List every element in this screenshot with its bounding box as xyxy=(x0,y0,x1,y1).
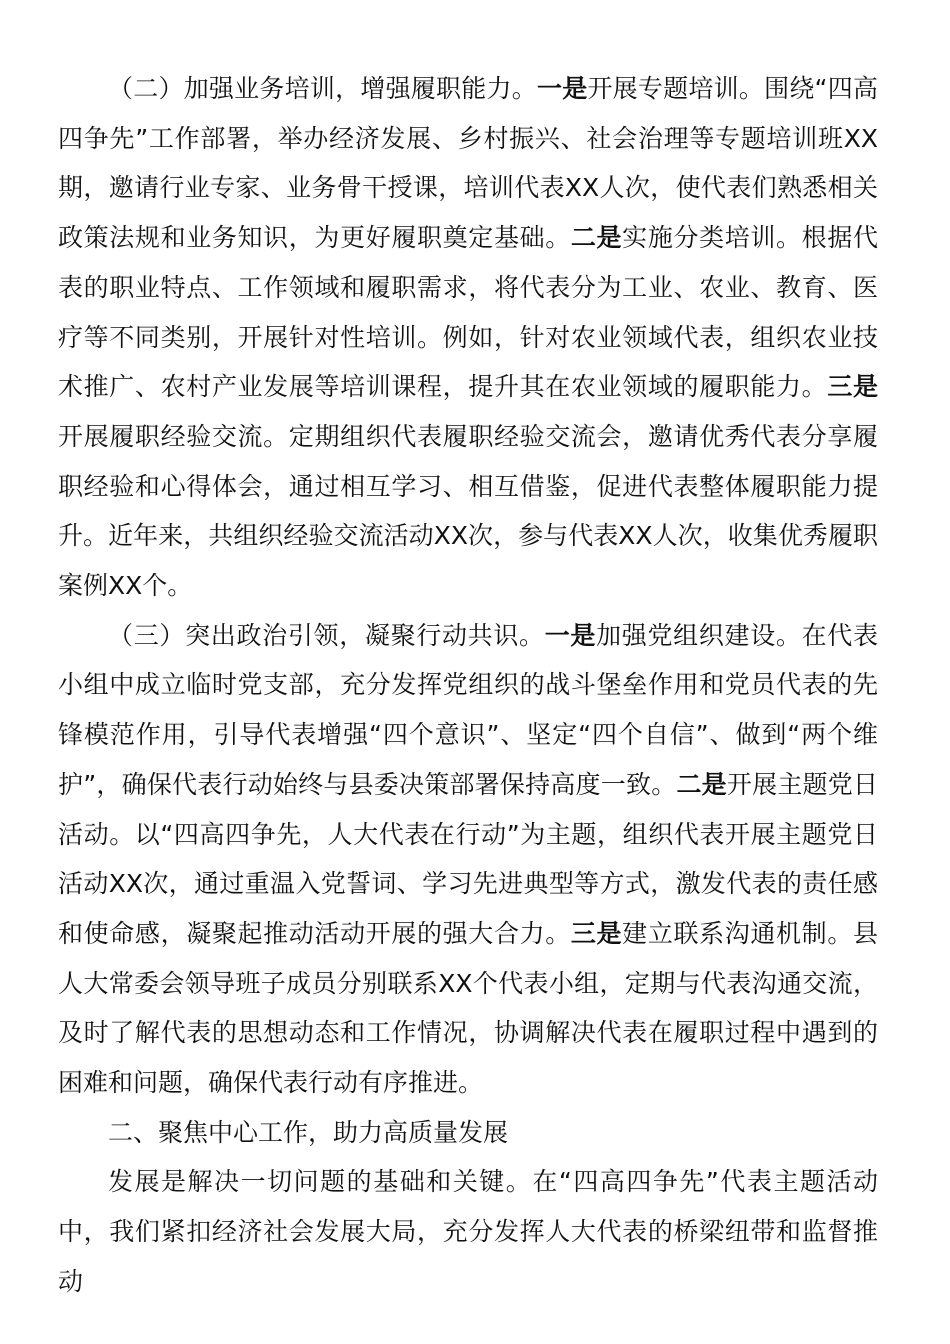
document-page xyxy=(58,64,878,1307)
paragraph-political-guidance xyxy=(58,611,878,1108)
text-run: 建立联系沟通机制。县人大常委会领导班子成员分别联系XX个代表小组，定期与代表沟通交流，及时了解代表的思想动态和工作情况，协调解决代表在履职过程中遇到的困难和问题，确保代表行动有序推进。 xyxy=(58,918,878,1098)
text-run: 开展履职经验交流。定期组织代表履职经验交流会，邀请优秀代表分享履职经验和心得体会，通过相互学习、相互借鉴，促进代表整体履职能力提升。近年来，共组织经验交流活动XX次，参与代表XX人次，收集优秀履职案例XX个。 xyxy=(58,421,878,601)
bold-marker: 二是 xyxy=(676,769,727,799)
text-run: （三）突出政治引领，凝聚行动共识。 xyxy=(108,620,545,650)
text-run: 开展专题培训。围绕“四高四争先”工作部署，举办经济发展、乡村振兴、社会治理等专题培训班XX期，邀请行业专家、业务骨干授课，培训代表XX人次，使代表们熟悉相关政策法规和业务知识，为更好履职奠定基础。 xyxy=(58,74,878,253)
bold-marker: 一是 xyxy=(544,620,597,650)
text-run: 加强党组织建设。在代表小组中成立临时党支部，充分发挥党组织的战斗堡垒作用和党员代表的先锋模范作用，引导代表增强“四个意识”、坚定“四个自信”、做到“两个维护”，确保代表行动始终与县委决策部署保持高度一致。 xyxy=(58,620,878,799)
text-run: 实施分类培训。根据代表的职业特点、工作领域和履职需求，将代表分为工业、农业、教育、医疗等不同类别，开展针对性培训。例如，针对农业领域代表，组织农业技术推广、农村产业发展等培训课程，提升其在农业领域的履职能力。 xyxy=(58,223,878,402)
paragraph-development: 发展是解决一切问题的基础和关键。在“四高四争先”代表主题活动中，我们紧扣经济社会发展大局，充分发挥人大代表的桥梁纽带和监督推动 xyxy=(58,1167,878,1296)
text-run: （二）加强业务培训，增强履职能力。 xyxy=(108,74,537,103)
section-heading: 二、聚焦中心工作，助力高质量发展 xyxy=(108,1117,509,1147)
text-run: 开展主题党日活动。以“四高四争先，人大代表在行动”为主题，组织代表开展主题党日活动XX次，通过重温入党誓词、学习先进典型等方式，激发代表的责任感和使命感，凝聚起推动活动开展的强大合力。 xyxy=(58,769,878,948)
bold-marker: 三是 xyxy=(827,372,878,402)
bold-marker: 三是 xyxy=(570,918,623,948)
paragraph-training xyxy=(58,64,878,611)
bold-marker: 一是 xyxy=(536,74,588,103)
bold-marker: 二是 xyxy=(570,223,623,253)
